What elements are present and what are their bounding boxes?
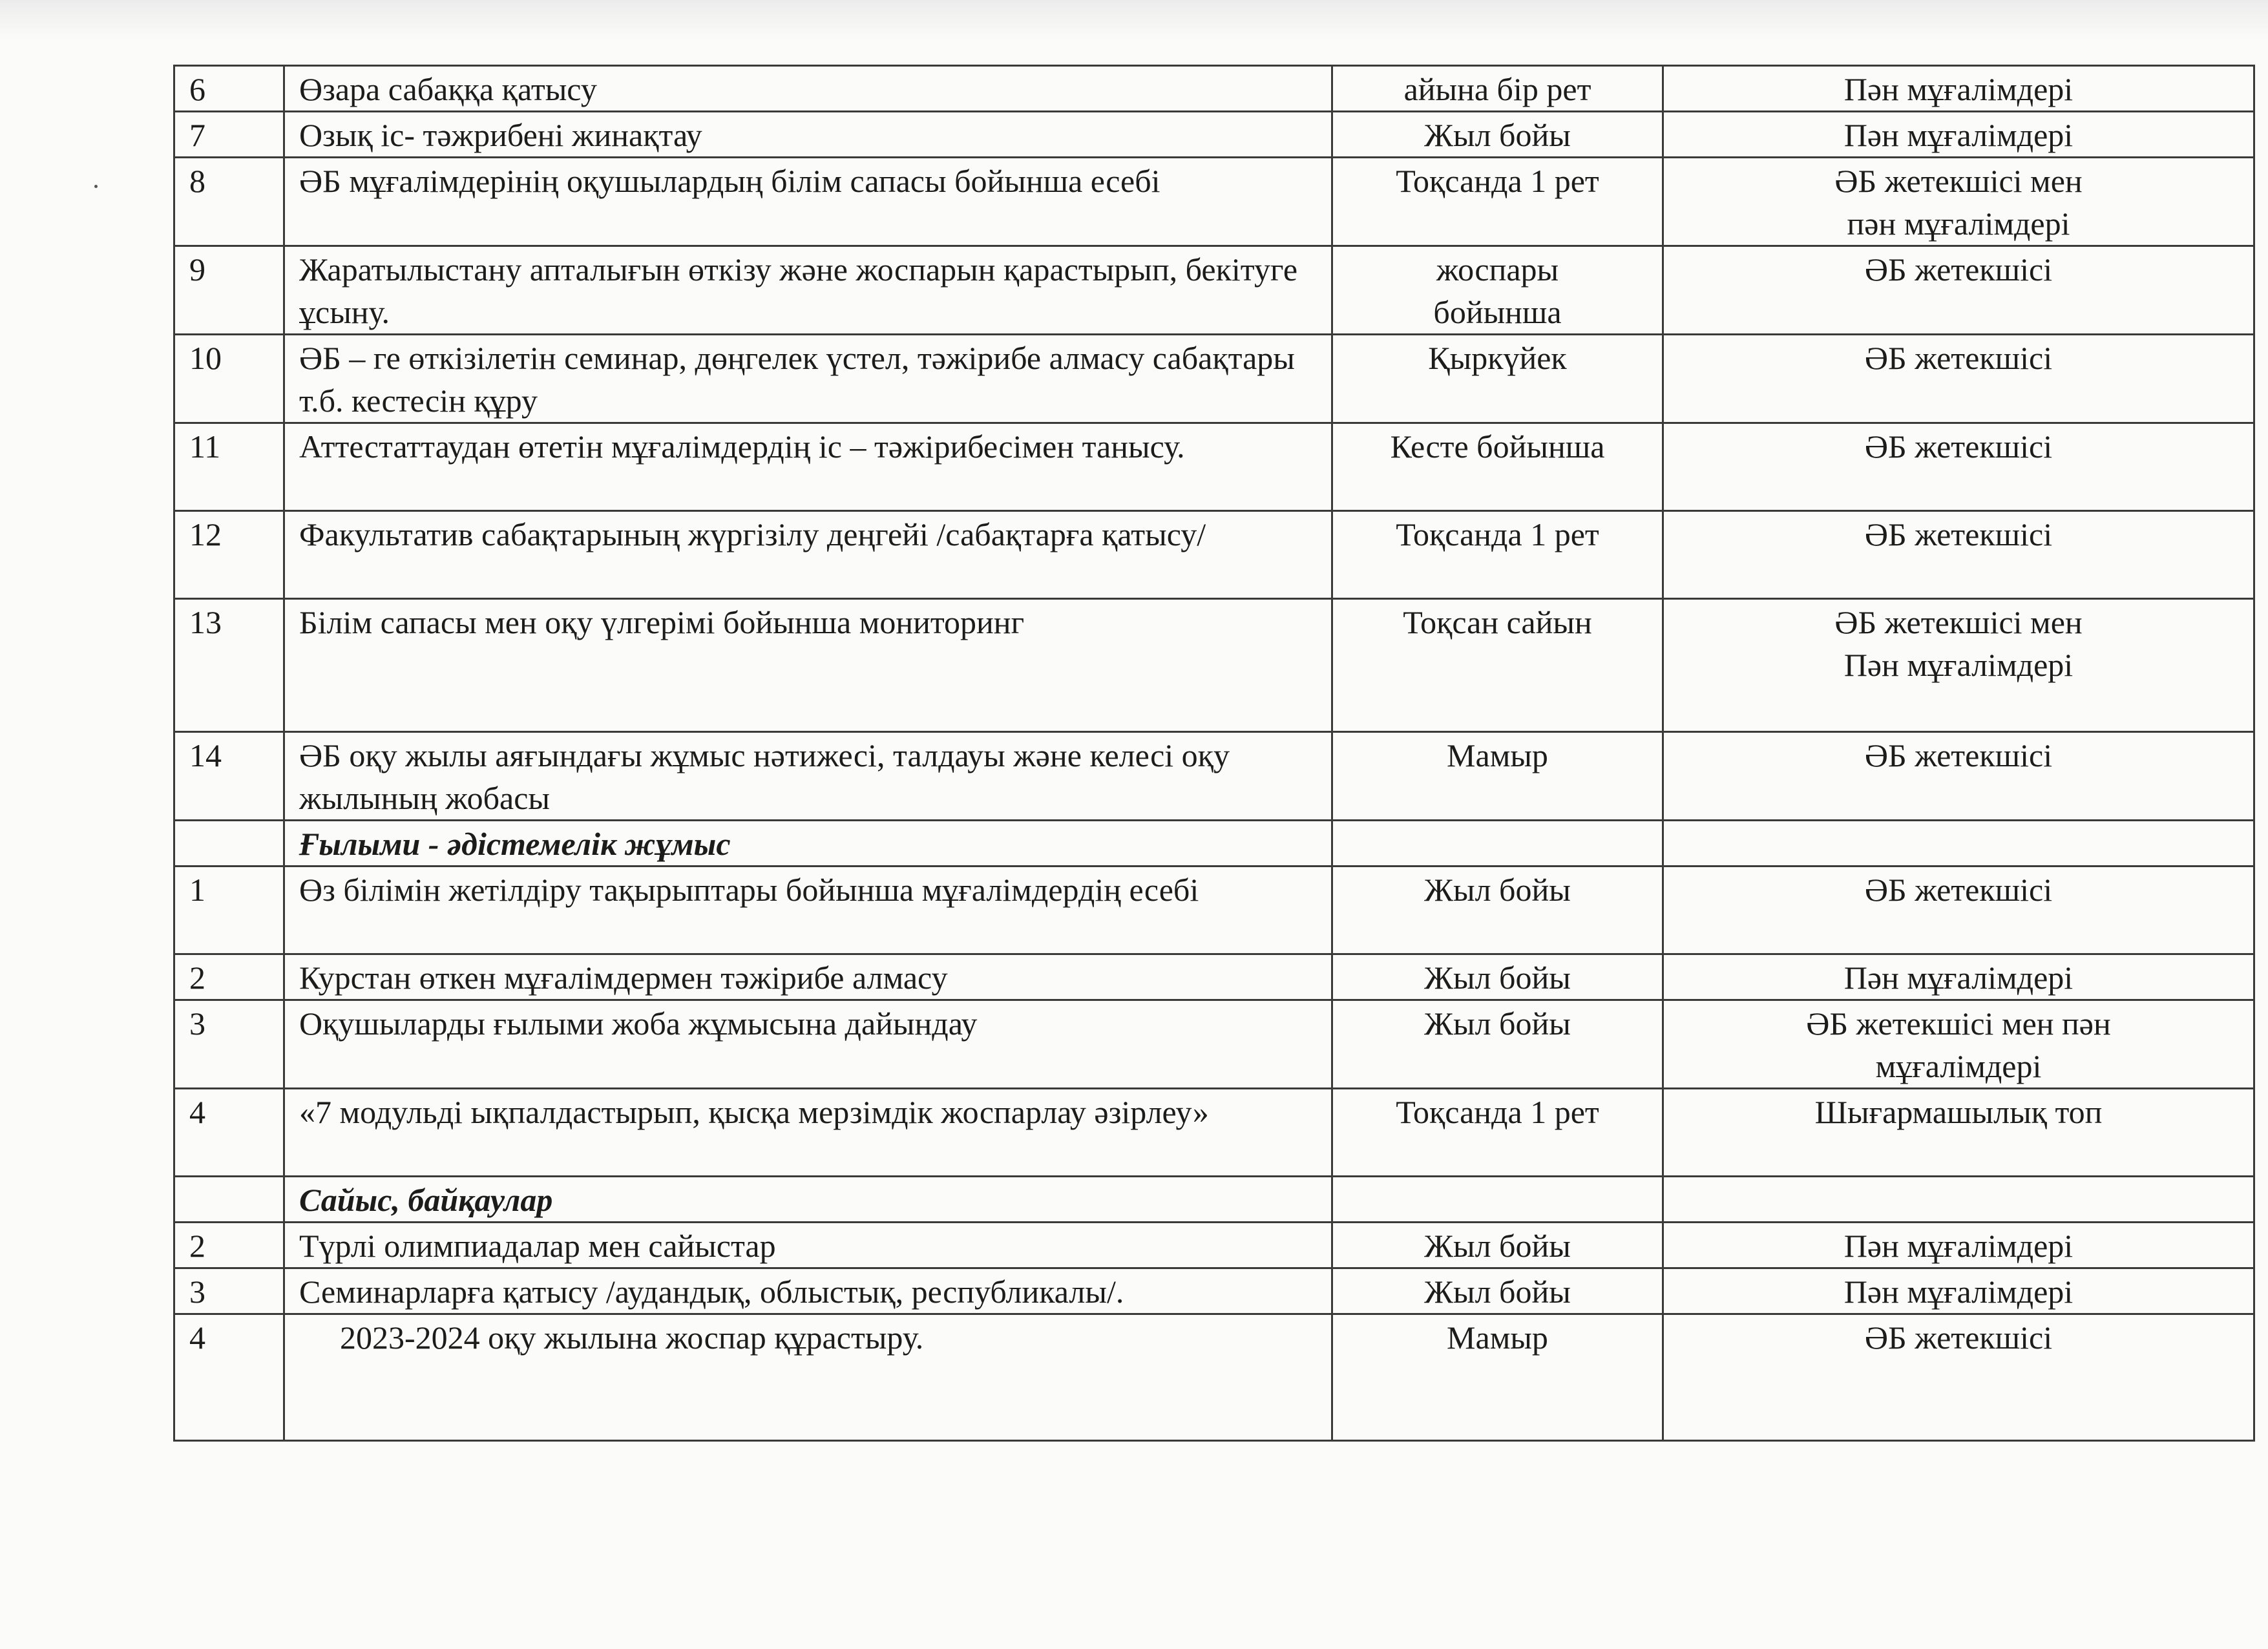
table-row xyxy=(174,1314,2254,1441)
responsible-line: ӘБ жетекшісі мен xyxy=(1834,604,2083,640)
time-cell: Жыл бойы xyxy=(1332,867,1663,954)
responsible-cell xyxy=(1663,732,2254,821)
row-number: 9 xyxy=(174,246,284,335)
task-cell: Өзара сабаққа қатысу xyxy=(284,66,1332,112)
task-cell: ӘБ – ге өткізілетін семинар, дөңгелек үстел, тәжірибе алмасу сабақтары т.б. кестесін құру xyxy=(284,335,1332,423)
time-cell: Тоқсанда 1 рет xyxy=(1332,511,1663,599)
row-number: 4 xyxy=(174,1314,284,1441)
table-row xyxy=(174,599,2254,732)
table-row xyxy=(174,112,2254,158)
time-cell: Қыркүйек xyxy=(1332,335,1663,423)
responsible-line: ӘБ жетекшісі xyxy=(1864,872,2053,908)
task-cell: Курстан өткен мұғалімдермен тәжірибе алмасу xyxy=(284,954,1332,1000)
responsible-cell xyxy=(1663,867,2254,954)
responsible-cell xyxy=(1663,1177,2254,1223)
responsible-cell xyxy=(1663,423,2254,511)
row-number: 13 xyxy=(174,599,284,732)
table-row xyxy=(174,423,2254,511)
row-number: 8 xyxy=(174,158,284,246)
time-cell xyxy=(1332,1177,1663,1223)
responsible-cell xyxy=(1663,246,2254,335)
scan-speck xyxy=(94,185,98,188)
time-cell: айына бір рет xyxy=(1332,66,1663,112)
responsible-line: ӘБ жетекшісі мен пән xyxy=(1806,1005,2111,1042)
responsible-cell xyxy=(1663,1314,2254,1441)
responsible-cell xyxy=(1663,158,2254,246)
responsible-cell xyxy=(1663,335,2254,423)
time-cell: Тоқсан сайын xyxy=(1332,599,1663,732)
time-cell: Тоқсанда 1 рет xyxy=(1332,1089,1663,1177)
responsible-cell xyxy=(1663,66,2254,112)
task-cell: 2023-2024 оқу жылына жоспар құрастыру. xyxy=(284,1314,1332,1441)
task-cell: Озық іс- тәжрибені жинақтау xyxy=(284,112,1332,158)
table-row xyxy=(174,1223,2254,1268)
responsible-line: Пән мұғалімдері xyxy=(1843,647,2074,683)
responsible-cell xyxy=(1663,599,2254,732)
row-number: 11 xyxy=(174,423,284,511)
row-number: 2 xyxy=(174,1223,284,1268)
table-row xyxy=(174,1268,2254,1314)
task-cell: «7 модульді ықпалдастырып, қысқа мерзімдік жоспарлау әзірлеу» xyxy=(284,1089,1332,1177)
responsible-line: Пән мұғалімдері xyxy=(1843,71,2074,107)
time-cell: Жыл бойы xyxy=(1332,112,1663,158)
responsible-line: ӘБ жетекшісі xyxy=(1864,428,2053,465)
row-number: 4 xyxy=(174,1089,284,1177)
row-number xyxy=(174,821,284,867)
table-row xyxy=(174,246,2254,335)
row-number: 2 xyxy=(174,954,284,1000)
responsible-line: ӘБ жетекшісі xyxy=(1864,737,2053,773)
row-number: 6 xyxy=(174,66,284,112)
time-cell: Жыл бойы xyxy=(1332,954,1663,1000)
time-line: бойынша xyxy=(1433,294,1562,330)
time-cell: Кесте бойынша xyxy=(1332,423,1663,511)
row-number: 14 xyxy=(174,732,284,821)
table-row xyxy=(174,511,2254,599)
table-row xyxy=(174,867,2254,954)
row-number xyxy=(174,1177,284,1223)
row-number: 1 xyxy=(174,867,284,954)
responsible-line: ӘБ жетекшісі xyxy=(1864,1319,2053,1356)
responsible-line: пән мұғалімдері xyxy=(1847,205,2070,242)
table-row xyxy=(174,1000,2254,1089)
time-cell: Мамыр xyxy=(1332,1314,1663,1441)
responsible-cell xyxy=(1663,112,2254,158)
responsible-cell xyxy=(1663,1268,2254,1314)
responsible-cell xyxy=(1663,1223,2254,1268)
task-cell: Факультатив сабақтарының жүргізілу деңгейі /сабақтарға қатысу/ xyxy=(284,511,1332,599)
responsible-line: Пән мұғалімдері xyxy=(1843,117,2074,153)
responsible-line: Пән мұғалімдері xyxy=(1843,1228,2074,1264)
section-title: Ғылыми - әдістемелік жұмыс xyxy=(284,821,1332,867)
section-heading-row xyxy=(174,821,2254,867)
responsible-line: ӘБ жетекшісі xyxy=(1864,251,2053,288)
task-cell: Жаратылыстану апталығын өткізу және жоспарын қарастырып, бекітуге ұсыну. xyxy=(284,246,1332,335)
time-cell: Жыл бойы xyxy=(1332,1268,1663,1314)
scan-shadow xyxy=(0,0,2268,39)
row-number: 12 xyxy=(174,511,284,599)
responsible-cell xyxy=(1663,511,2254,599)
table-row xyxy=(174,954,2254,1000)
row-number: 7 xyxy=(174,112,284,158)
responsible-cell xyxy=(1663,1089,2254,1177)
task-cell: Семинарларға қатысу /аудандық, облыстық, республикалы/. xyxy=(284,1268,1332,1314)
responsible-line: ӘБ жетекшісі xyxy=(1864,340,2053,376)
task-cell: Аттестаттаудан өтетін мұғалімдердің іс – тәжірибесімен танысу. xyxy=(284,423,1332,511)
time-cell xyxy=(1332,246,1663,335)
responsible-cell xyxy=(1663,954,2254,1000)
task-cell: ӘБ мұғалімдерінің оқушылардың білім сапасы бойынша есебі xyxy=(284,158,1332,246)
time-cell: Тоқсанда 1 рет xyxy=(1332,158,1663,246)
task-cell: Түрлі олимпиадалар мен сайыстар xyxy=(284,1223,1332,1268)
section-heading-row xyxy=(174,1177,2254,1223)
table-row xyxy=(174,158,2254,246)
task-cell: Оқушыларды ғылыми жоба жұмысына дайындау xyxy=(284,1000,1332,1089)
responsible-cell xyxy=(1663,821,2254,867)
responsible-line: Шығармашылық топ xyxy=(1814,1094,2103,1130)
work-plan-table xyxy=(173,65,2255,1442)
responsible-line: Пән мұғалімдері xyxy=(1843,960,2074,996)
table-row xyxy=(174,66,2254,112)
row-number: 3 xyxy=(174,1000,284,1089)
row-number: 10 xyxy=(174,335,284,423)
table-row xyxy=(174,1089,2254,1177)
responsible-line: Пән мұғалімдері xyxy=(1843,1274,2074,1310)
task-cell: Білім сапасы мен оқу үлгерімі бойынша мониторинг xyxy=(284,599,1332,732)
time-cell xyxy=(1332,821,1663,867)
task-cell: ӘБ оқу жылы аяғындағы жұмыс нәтижесі, талдауы және келесі оқу жылының жобасы xyxy=(284,732,1332,821)
responsible-line: мұғалімдері xyxy=(1875,1048,2042,1084)
table-row xyxy=(174,335,2254,423)
time-cell: Мамыр xyxy=(1332,732,1663,821)
row-number: 3 xyxy=(174,1268,284,1314)
task-cell: Өз білімін жетілдіру тақырыптары бойынша мұғалімдердің есебі xyxy=(284,867,1332,954)
time-cell: Жыл бойы xyxy=(1332,1000,1663,1089)
responsible-cell xyxy=(1663,1000,2254,1089)
section-title: Сайыс, байқаулар xyxy=(284,1177,1332,1223)
table-row xyxy=(174,732,2254,821)
responsible-line: ӘБ жетекшісі мен xyxy=(1834,163,2083,199)
time-line: жоспары xyxy=(1436,251,1559,288)
responsible-line: ӘБ жетекшісі xyxy=(1864,516,2053,552)
time-cell: Жыл бойы xyxy=(1332,1223,1663,1268)
